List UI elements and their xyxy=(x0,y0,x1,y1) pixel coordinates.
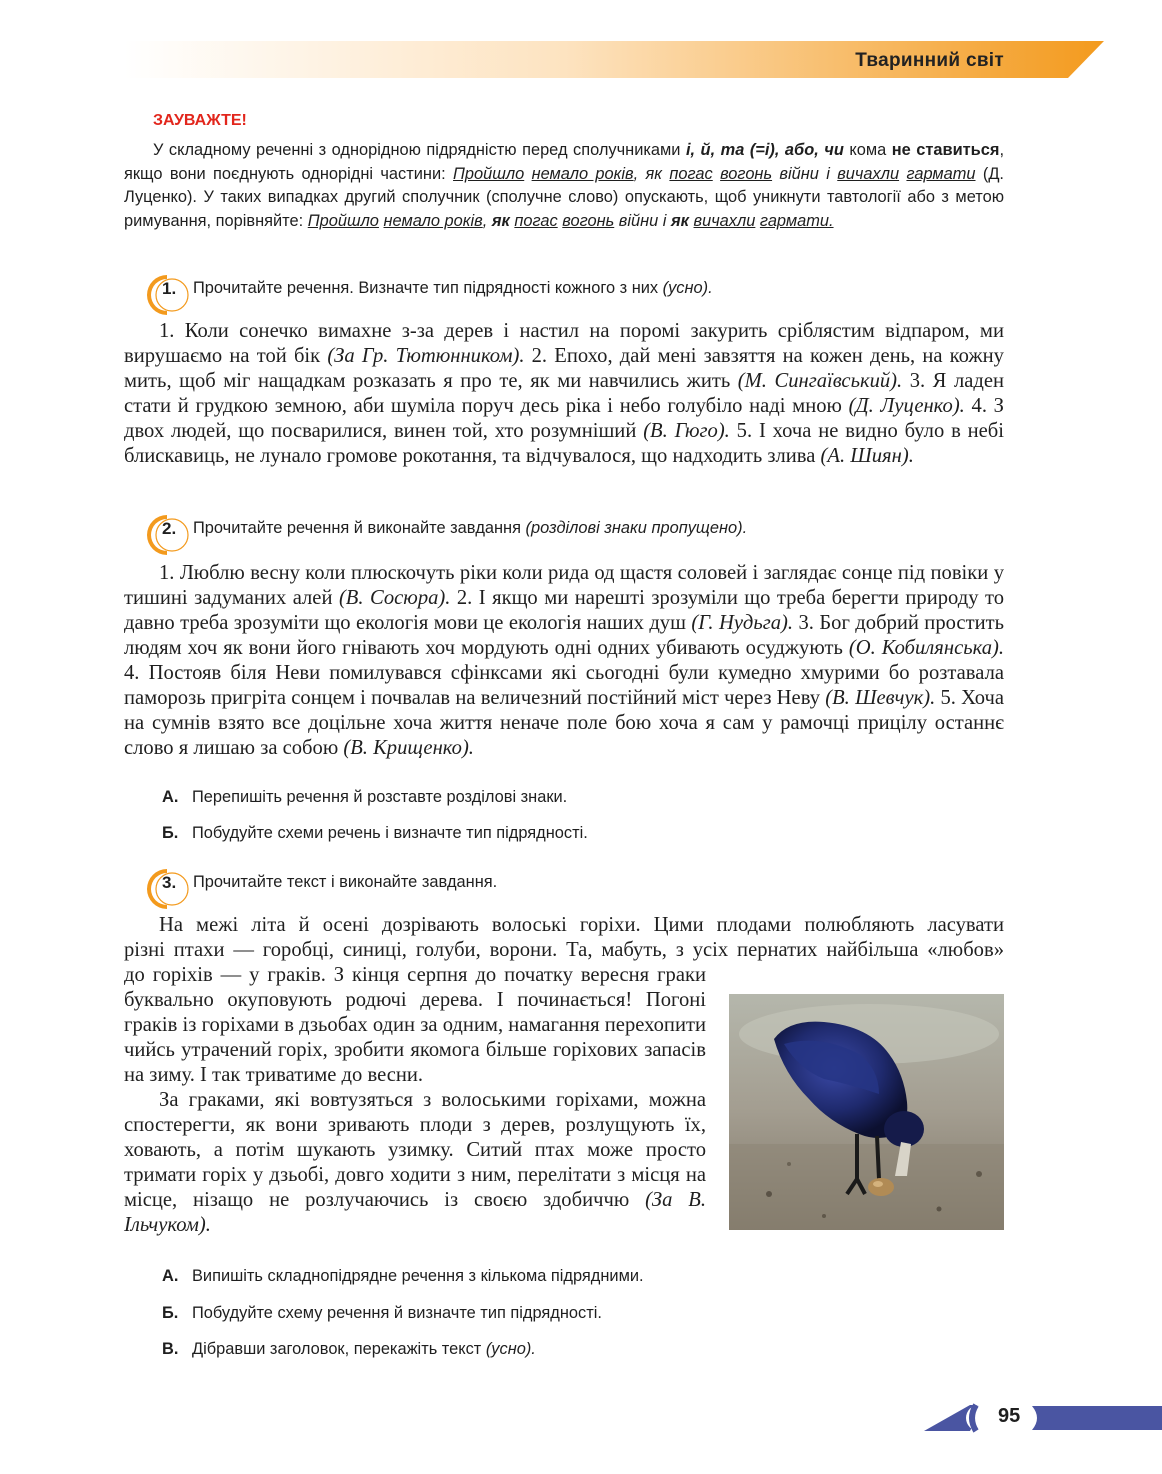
exercise-3-task-b: Б. Побудуйте схему речення й визначте тип підрядності. xyxy=(162,1304,602,1322)
exercise-2-sentences: 1. Люблю весну коли плюскочуть ріки коли рида од щастя соловей і заглядає сонце під повіки у тишині задуманих алей (В. Сосюра). 2. І якщо ми нарешті зрозуміли що треба берегти природу то давно треба зрозуміти що екологія мови це екологія наших душ (Г. Нудьга). 3. Бог добрий простить людям хоч як вони його гнівають хоч мордують одні одних убивають осуджують (О. Кобилянська). 4. Постояв біля Неви помилувався сфінксами які сьогодні були кумедно хмурими бо розтавала паморозь пригріта сонцем і почвалав на величезний постійний міст через Неву (В. Шевчук). 5. Хоча на сумнів взято все доцільне хоча життя неначе поле бою хоча я сам у рамочці прицілу останнє слово я лишаю за собою (В. Крищенко). xyxy=(124,562,1005,759)
exercise-instruction: Прочитайте речення. Визначте тип підрядності кожного з них (усно). xyxy=(193,279,713,297)
exercise-2-task-a: А. Перепишіть речення й розставте розділові знаки. xyxy=(162,788,568,806)
exercise-instruction: Прочитайте речення й виконайте завдання (розділові знаки пропущено). xyxy=(193,519,748,537)
exercise-1-sentences: 1. Коли сонечко вимахне з-за дерев і настил на поромі закурить сріблястим відпаром, ми вирушаємо на той бік (За Гр. Тютюнником). 2. Епохо, дай мені завзяття на кожен день, на кожну мить, щоб міг нащадкам розказать я про те, як ми навчились жить (М. Сингаївський). 3. Я ладен стати й грудкою земною, аби шуміла поруч десь ріка і небо голубіло наді мною (Д. Луценко). 4. З двох людей, що посварилися, винен той, хто розумніший (В. Гюго). 5. І хоча не видно було в небі блискавиць, не лунало громове рокотання, та відчувалося, що надходить злива (А. Шиян). xyxy=(124,320,1004,467)
note-title: ЗАУВАЖТЕ! xyxy=(153,112,247,129)
section-title: Тваринний світ xyxy=(855,50,1004,71)
exercise-3-task-a: А. Випишіть складнопідрядне речення з кількома підрядними. xyxy=(162,1267,644,1285)
exercise-number: 3. xyxy=(162,873,177,892)
exercise-3-paragraph-1-rest: до горіхів — у граків. З кінця серпня до початку вересня граки буквально окуповують родючі дерева. І починається! Погоні граків із горіхами в дзьобах один за одним, намагання перехопити чийсь утрачений горіх, зробити якомога більше горіхових запасів на зиму. І так триватиме до весни. За граками, які вовтузяться з волоськими горіхами, можна спостерегти, як вони зривають плоди з дерев, розлущують їх, ховають, а потім шукають узимку. Ситий птах може просто тримати горіх у дзьобі, довго ходити з ним, перелітати з місця на місце, нізащо не розлучаючись із своєю здобиччю (За В. Ільчуком). xyxy=(124,964,706,1236)
exercise-instruction: Прочитайте текст і виконайте завдання. xyxy=(193,873,498,891)
exercise-3-task-c: В. Дібравши заголовок, перекажіть текст (усно). xyxy=(162,1340,536,1358)
page-number-tab xyxy=(924,1403,1162,1433)
page-number: 95 xyxy=(998,1405,1021,1427)
note-rule-text: У складному реченні з однорідною підрядністю перед сполучниками і, й, та (=і), або, чи кома не ставиться, якщо вони поєднують однорідні частини: Пройшло немало років, як погас вогонь війни і вичахли гармати (Д. Луценко). У таких випадках другий сполучник (сполучне слово) опускають, щоб уникнути тавтології або з метою римування, порівняйте: Пройшло немало років, як погас вогонь війни і як вичахли гармати. xyxy=(124,141,1004,230)
exercise-number: 2. xyxy=(162,519,177,538)
exercise-number: 1. xyxy=(162,279,177,298)
section-header xyxy=(124,41,1104,78)
exercise-2-task-b: Б. Побудуйте схеми речень і визначте тип підрядності. xyxy=(162,824,588,842)
rook-with-walnut-photo xyxy=(729,994,1004,1230)
exercise-3-paragraph-1-top: На межі літа й осені дозрівають волоські горіхи. Цими плодами полюбляють ласувати різні птахи — горобці, синиці, голуби, ворони. Та, мабуть, з усіх пернатих найбільша «любов» xyxy=(124,914,1004,961)
